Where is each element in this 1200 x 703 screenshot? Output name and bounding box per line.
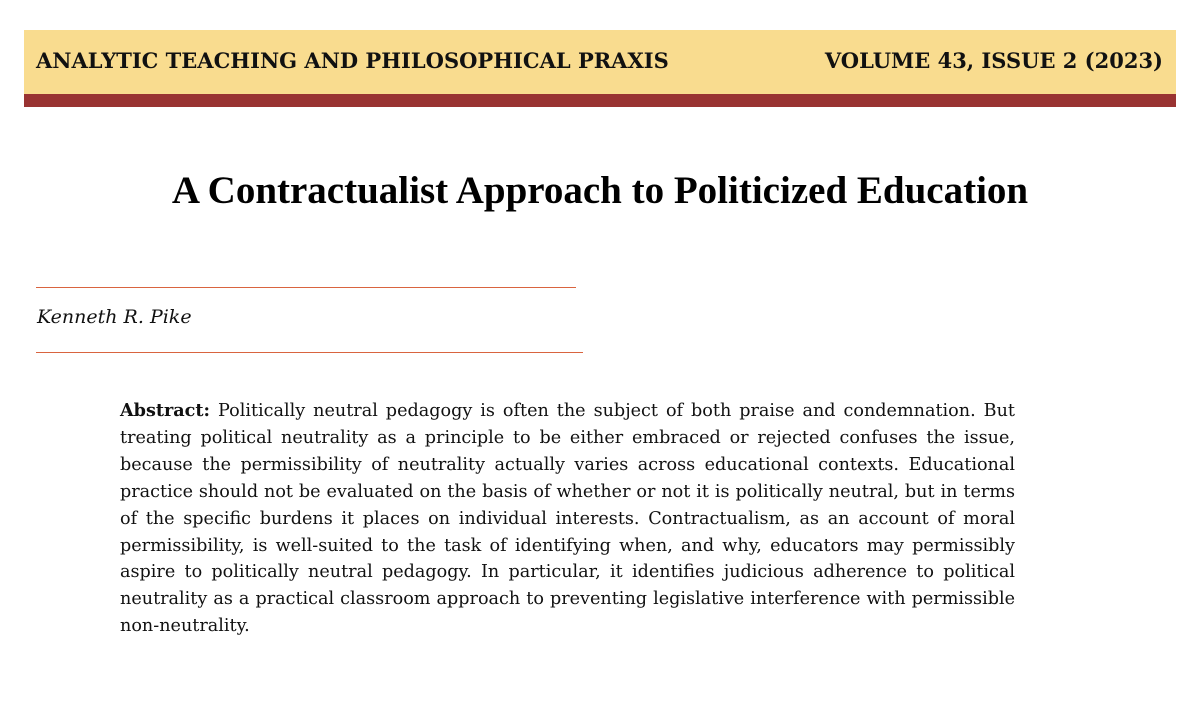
article-title: A Contractualist Approach to Politicized Education xyxy=(171,169,1029,212)
author-rule-bottom xyxy=(36,352,583,353)
author-name: Kenneth R. Pike xyxy=(37,306,192,328)
abstract-text: Politically neutral pedagogy is often the subject of both praise and condemnation. But treating political neutrality as a principle to be either embraced or rejected confuses the issue, because the permissibility of neutrality actually varies across educational contexts. Educational practice should not be evaluated on the basis of whether or not it is politically neutral, but in terms of the specific burdens it places on individual interests. Contractualism, as an account of moral permissibility, is well-suited to the task of identifying when, and why, educators may permissibly aspire to politically neutral pedagogy. In particular, it identifies judicious adherence to political neutrality as a practical classroom approach to preventing legislative interference with permissible non-neutrality. xyxy=(120,401,1015,637)
volume-issue: VOLUME 43, ISSUE 2 (2023) xyxy=(824,48,1163,73)
author-rule-top xyxy=(36,287,576,288)
journal-name: ANALYTIC TEACHING AND PHILOSOPHICAL PRAXIS xyxy=(36,48,669,73)
abstract xyxy=(120,398,1015,640)
header-divider xyxy=(24,94,1176,107)
abstract-label: Abstract: xyxy=(120,400,210,421)
